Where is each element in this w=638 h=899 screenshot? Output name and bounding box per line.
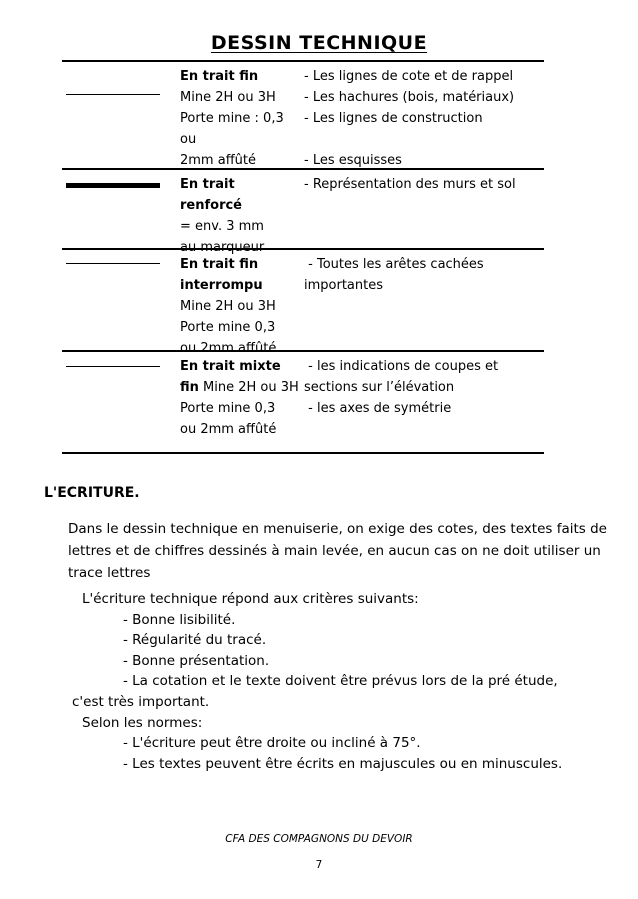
cotation-note: - La cotation et le texte doivent être prévus lors de la pré étude,	[123, 673, 558, 690]
line-description	[178, 62, 300, 168]
criteria-intro: L'écriture technique répond aux critères suivants:	[82, 591, 419, 607]
usage-line: sections sur l’élévation	[304, 380, 455, 395]
description-line: ou 2mm affûté	[180, 422, 277, 437]
usage-line: - les axes de symétrie	[304, 401, 452, 416]
line-type-name: En trait renforcé	[180, 177, 243, 213]
dash-dot-line-sample	[66, 366, 160, 367]
line-description	[178, 352, 300, 452]
description-line: Mine 2H ou 3H	[180, 299, 276, 314]
usage-line: - Les lignes de construction	[304, 111, 483, 126]
criteria-block	[72, 589, 602, 774]
description-line: Porte mine : 0,3	[180, 111, 284, 126]
norm-item: - L'écriture peut être droite ou incliné à 75°.	[123, 735, 421, 752]
line-sample-cell	[62, 352, 178, 452]
line-sample-cell	[62, 62, 178, 168]
usage-line: - Toutes les arêtes cachées	[304, 257, 484, 272]
intro-paragraph: Dans le dessin technique en menuiserie, on exige des cotes, des textes faits de lettres et de chiffres dessinés à main levée, en aucun cas on ne doit utiliser un trace lettres	[68, 521, 607, 581]
criteria-item: - Bonne lisibilité.	[123, 611, 236, 628]
description-line: au marqueur	[180, 240, 265, 255]
line-usage	[300, 352, 544, 452]
description-line: ou 2mm affûté	[180, 341, 277, 356]
table-row	[62, 352, 544, 454]
usage-line: - les indications de coupes et	[304, 359, 499, 374]
table-row	[62, 62, 544, 170]
description-line: 2mm affûté	[180, 153, 256, 168]
description-line: = env. 3 mm	[180, 219, 264, 234]
usage-line: importantes	[304, 278, 383, 293]
line-types-table	[62, 60, 544, 454]
line-type-name: En trait fin interrompu	[180, 257, 263, 293]
usage-line: - Les hachures (bois, matériaux)	[304, 90, 515, 105]
table-row	[62, 250, 544, 356]
line-usage	[300, 170, 544, 248]
line-description	[178, 250, 300, 356]
description-line: Porte mine 0,3	[180, 401, 276, 416]
cotation-note-continued: c'est très important.	[72, 693, 210, 710]
line-usage	[300, 62, 544, 168]
line-sample-cell	[62, 250, 178, 350]
description-line: Porte mine 0,3	[180, 320, 276, 335]
thick-solid-line-sample	[66, 183, 160, 188]
description-line: ou	[180, 132, 197, 147]
thin-solid-line-sample	[66, 94, 160, 95]
norms-intro: Selon les normes:	[82, 714, 203, 731]
norm-item: - Les textes peuvent être écrits en majuscules ou en minuscules.	[123, 755, 563, 772]
line-usage	[300, 250, 544, 350]
page-number: 7	[315, 859, 323, 871]
line-description	[178, 170, 300, 255]
usage-line: - Les esquisses	[304, 153, 402, 168]
usage-line	[304, 129, 544, 150]
line-type-name: En trait fin	[180, 69, 259, 84]
criteria-item: - Régularité du tracé.	[123, 632, 267, 649]
section-heading: L'ECRITURE.	[44, 485, 140, 501]
line-type-name: En trait mixte fin	[180, 359, 281, 395]
thin-dashed-line-sample	[66, 263, 160, 264]
line-sample-cell	[62, 170, 178, 248]
table-row	[62, 170, 544, 255]
description-line: Mine 2H ou 3H	[180, 90, 276, 105]
page-title: DESSIN TECHNIQUE	[210, 32, 428, 54]
usage-line: - Les lignes de cote et de rappel	[304, 69, 514, 84]
criteria-item: - Bonne présentation.	[123, 652, 270, 669]
usage-line: - Représentation des murs et sol	[304, 177, 516, 192]
footer-organization: CFA DES COMPAGNONS DU DEVOIR	[225, 833, 413, 845]
description-line: Mine 2H ou 3H	[203, 380, 299, 395]
